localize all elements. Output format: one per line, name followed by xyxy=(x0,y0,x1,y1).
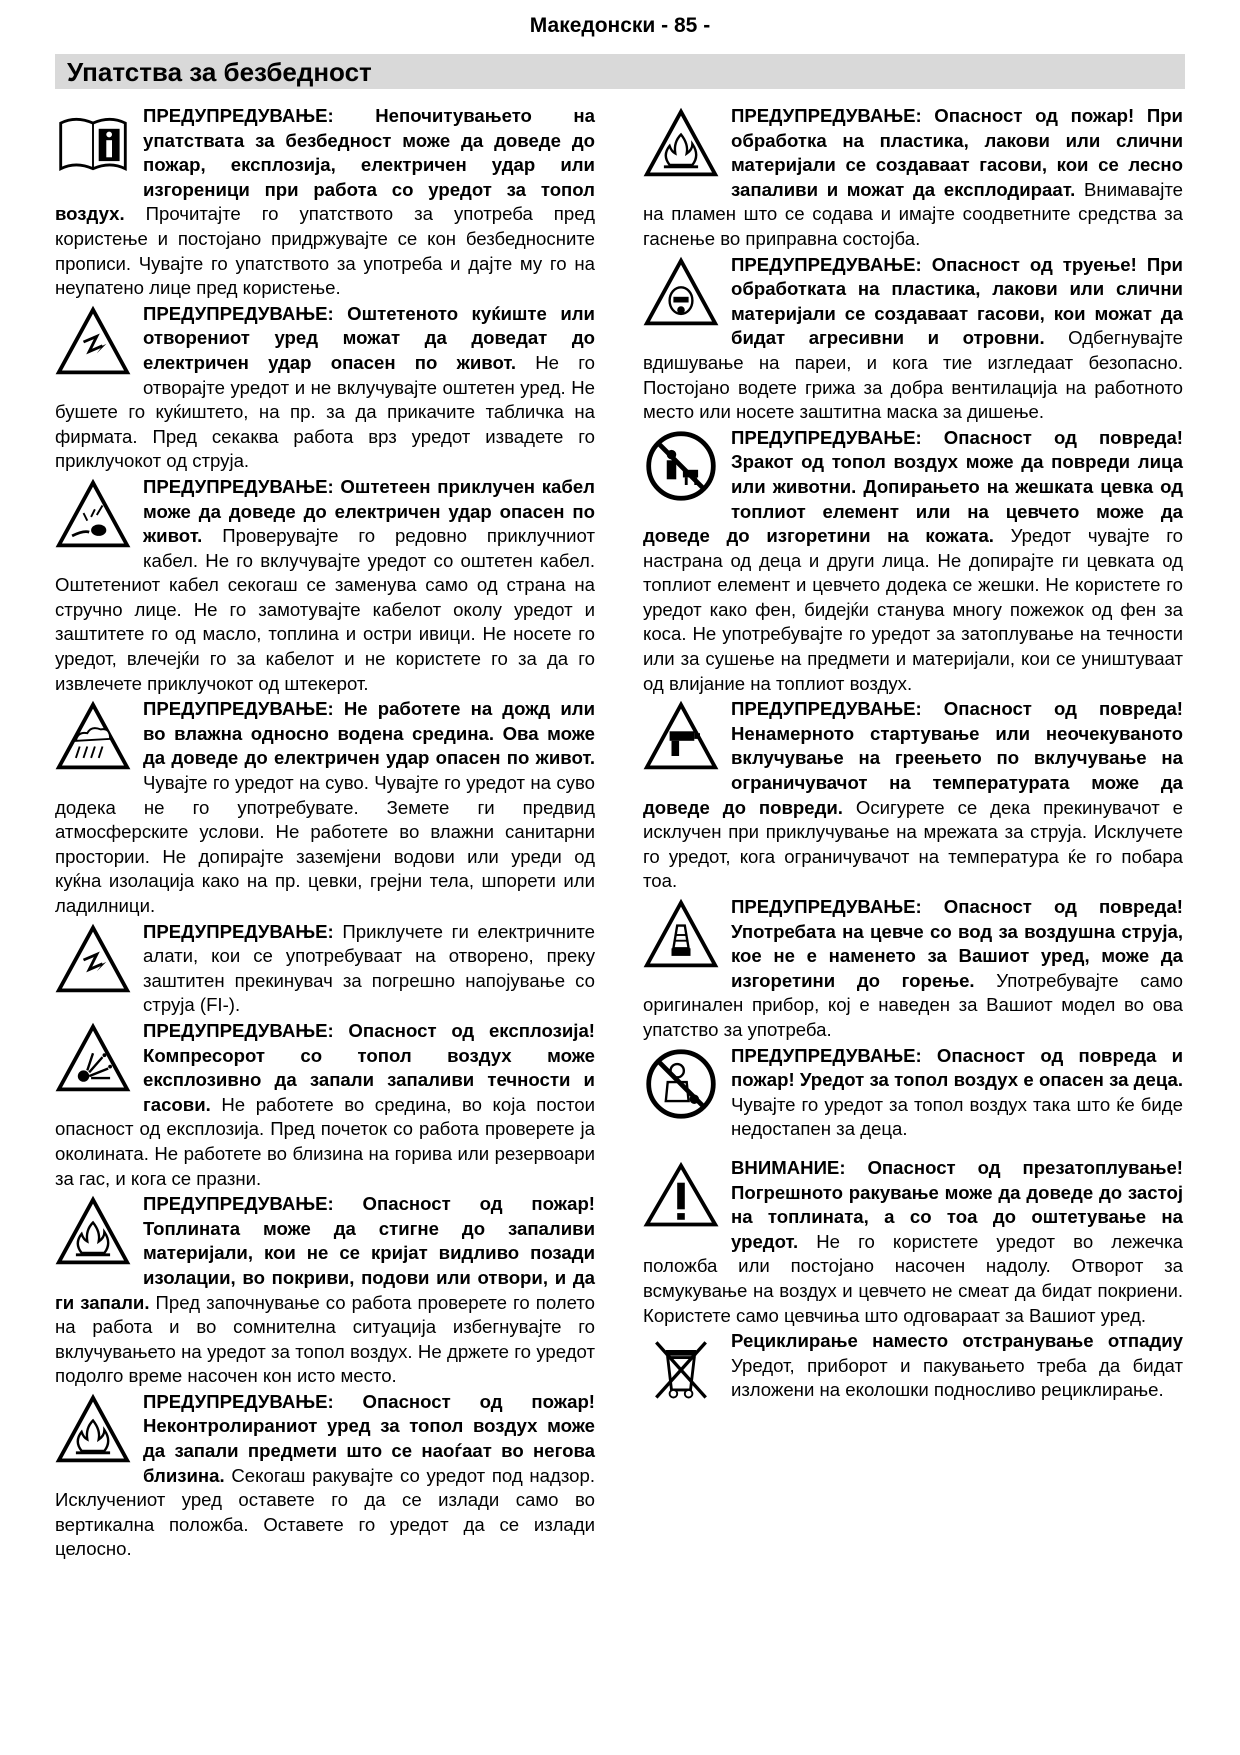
warning-block: ПРЕДУПРЕДУВАЊЕ: Опасност од експлозија! Компресорот со топол воздух може експлозивно да запали запаливи течности и гасови. Не работете во средина, во која постои опасност од експлозија. Пред почеток со работа проверете ја околината. Не работете во близина на горива или резервоари за гас, и кога се празни. xyxy=(55,1019,595,1189)
warning-block: ПРЕДУПРЕДУВАЊЕ: Приклучете ги електричните алати, кои се употребуваат на отворено, преку заштитен прекинувач за погрешно напојување со струја (FI-). xyxy=(55,920,595,1018)
info-book-icon xyxy=(55,106,131,182)
warning-block: ПРЕДУПРЕДУВАЊЕ: Опасност од повреда! Употребата на цевче со вод за воздушна струја, кое не е наменето за Вашиот уред, може да изгоретини до горење. Употребувајте само оригинален прибор, кој е наведен за Вашиот модел во ова упатство за употреба. xyxy=(643,896,1184,1040)
fire-warning-icon xyxy=(643,106,719,182)
warning-block: ПРЕДУПРЕДУВАЊЕ: Не работете на дожд или во влажна односно водена средина. Ова може да доведе до електричен удар опасен по живот. Чувајте го уредот на суво. Чувајте го уредот на суво додека не го употребувате. Земете ги предвид атмосферските услови. Не работете во влажни санитарни простории. Не допирајте заземјени водови или уреди од куќна изолација како на пр. цевки, грејни тела, шпорети или ладилници. xyxy=(55,698,595,916)
recycling-bin-icon xyxy=(643,1331,719,1407)
fire-warning-icon xyxy=(55,1392,131,1468)
toxic-gas-mask-icon xyxy=(643,255,719,331)
explosion-warning-icon xyxy=(55,1021,131,1097)
damaged-cable-warning-icon xyxy=(55,477,131,553)
warning-block: ПРЕДУПРЕДУВАЊЕ: Непочитувањето на упатствата за безбедност може да доведе до пожар, експлозија, електричен удар или изгореници при работа со уредот за топол воздух. Прочитајте го упатството за употреба пред користење и постојано придржувајте се кон безбедносните прописи. Чувајте го упатството за употреба и дајте му го на неупатено лице пред користење. xyxy=(55,105,595,299)
warning-block: ПРЕДУПРЕДУВАЊЕ: Опасност од труење! При обработката на пластика, лакови или слични материјали се создаваат гасови, кои можат да бидат агресивни и отровни. Одбегнувајте вдишување на пареи, и кога тие изгледаат безопасно. Постојано водете грижа за добра вентилација на работното место или носете заштитна маска за дишење. xyxy=(643,253,1183,423)
rain-warning-icon xyxy=(55,699,131,775)
right-column xyxy=(643,104,1183,1407)
warning-block: ПРЕДУПРЕДУВАЊЕ: Оштетеното куќиште или отворениот уред можат да доведат до електричен удар опасен по живот. Не го отворајте уредот и не вклучувајте оштетен уред. Не бушете го куќиштето, на пр. за да прикачите табличка на фирмата. Пред секаква работа врз уредот извадете го приклучокот од струја. xyxy=(55,302,595,472)
warning-block: ПРЕДУПРЕДУВАЊЕ: Оштетеен приклучен кабел може да доведе до електричен удар опасен по живот. Проверувајте го редовно приклучниот кабел. Не го вклучувајте уредот со оштетен кабел. Оштетениот кабел секогаш се заменува само од страна на стручно лице. Не го замотувајте кабелот околу уредот и заштитете го од масло, топлина и остри ивици. Не носете го уредот, влечејќи го за кабелот и не користете го за да го извлечете приклучокот од штекерот. xyxy=(55,475,595,694)
no-people-animals-icon xyxy=(643,428,719,504)
section-title-bar xyxy=(55,54,1185,89)
section-title: Упатства за безбедност xyxy=(67,57,372,87)
electric-shock-warning-icon xyxy=(55,304,131,380)
electric-shock-warning-icon xyxy=(55,922,131,998)
caution-exclamation-icon xyxy=(643,1158,719,1234)
fire-warning-icon xyxy=(55,1194,131,1270)
warning-block: ПРЕДУПРЕДУВАЊЕ: Опасност од пожар! При обработка на пластика, лакови или слични материјали се создаваат гасови, кои се лесно запаливи и можат да експлодираат. Внимавајте на пламен што се содава и имајте соодветните средства за гаснење во приправна состојба. xyxy=(643,105,1183,249)
nozzle-warning-icon xyxy=(643,897,719,973)
caution-block: ВНИМАНИЕ: Опасност од презатоплување! Погрешното ракување може да доведе до застој на топлината, а со тоа до оштетување на уредот. Не го користете уредот во лежечка положба или постојано насочен надолу. Отворот за всмукување на воздух и цевчето не смеат да бидат покриени. Користете само цевчиња што одговараат за Вашиот уред. xyxy=(643,1156,1183,1326)
warning-block: ПРЕДУПРЕДУВАЊЕ: Опасност од повреда! Ненамерното стартување или неочекуваното вклучување на греењето по вклучување на ограничувачот на температурата може да доведе до повреди. Осигурете се дека прекинувачот е исклучен при приклучување на мрежата за струја. Исклучете го уредот, кога ограничувачот на температура ќе го побара тоа. xyxy=(643,698,1183,892)
warning-block: ПРЕДУПРЕДУВАЊЕ: Опасност од пожар! Неконтролираниот уред за топол воздух може да запали предмети што се наоѓаат во негова близина. Секогаш ракувајте со уредот под надзор. Исклучениот уред оставете го да се излади само во вертикална положба. Оставете го уредот да се излади целосно. xyxy=(55,1390,595,1560)
warning-block: ПРЕДУПРЕДУВАЊЕ: Опасност од повреда и пожар! Уредот за топол воздух е опасен за деца. Чувајте го уредот за топол воздух така што ќе биде недостапен за деца. xyxy=(643,1044,1183,1142)
heat-gun-warning-icon xyxy=(643,699,719,775)
warning-block: ПРЕДУПРЕДУВАЊЕ: Опасност од пожар! Топлината може да стигне до запаливи материјали, кои не се кријат видливо позади изолации, во покриви, подови или отвори, и да ги запали. Пред започнување со работа проверете го полето на работа и во сомнителна ситуација избегнувајте го вклучувањето на уредот за топол воздух. Не држете го уредот подолго време насочен кон исто место. xyxy=(55,1193,595,1387)
warning-block: ПРЕДУПРЕДУВАЊЕ: Опасност од повреда! Зракот од топол воздух може да повреди лица или животни. Допирањето на жешката цевка од топлиот елемент или на цевчето може да доведе до изгоретини на кожата. Уредот чувајте го настрана од деца и други лица. Не допирајте ги цевката од топлиот елемент и цевчето додека се жешки. Не користете го уредот како фен, бидејќи станува многу пожежок од фен за коса. Не употребувајте го уредот за затоплување на течности или за сушење на предмети и материјали, кои се уништуваат од влијание на топлиот воздух. xyxy=(643,426,1183,694)
page-header: Македонски - 85 - xyxy=(529,14,711,37)
left-column xyxy=(55,104,595,1563)
recycling-block: Рециклирање наместо отстранување отпадиу Уредот, приборот и пакувањето треба да бидат изложени на еколошки подносливо рециклирање. xyxy=(643,1329,1183,1403)
no-children-icon xyxy=(643,1046,719,1122)
